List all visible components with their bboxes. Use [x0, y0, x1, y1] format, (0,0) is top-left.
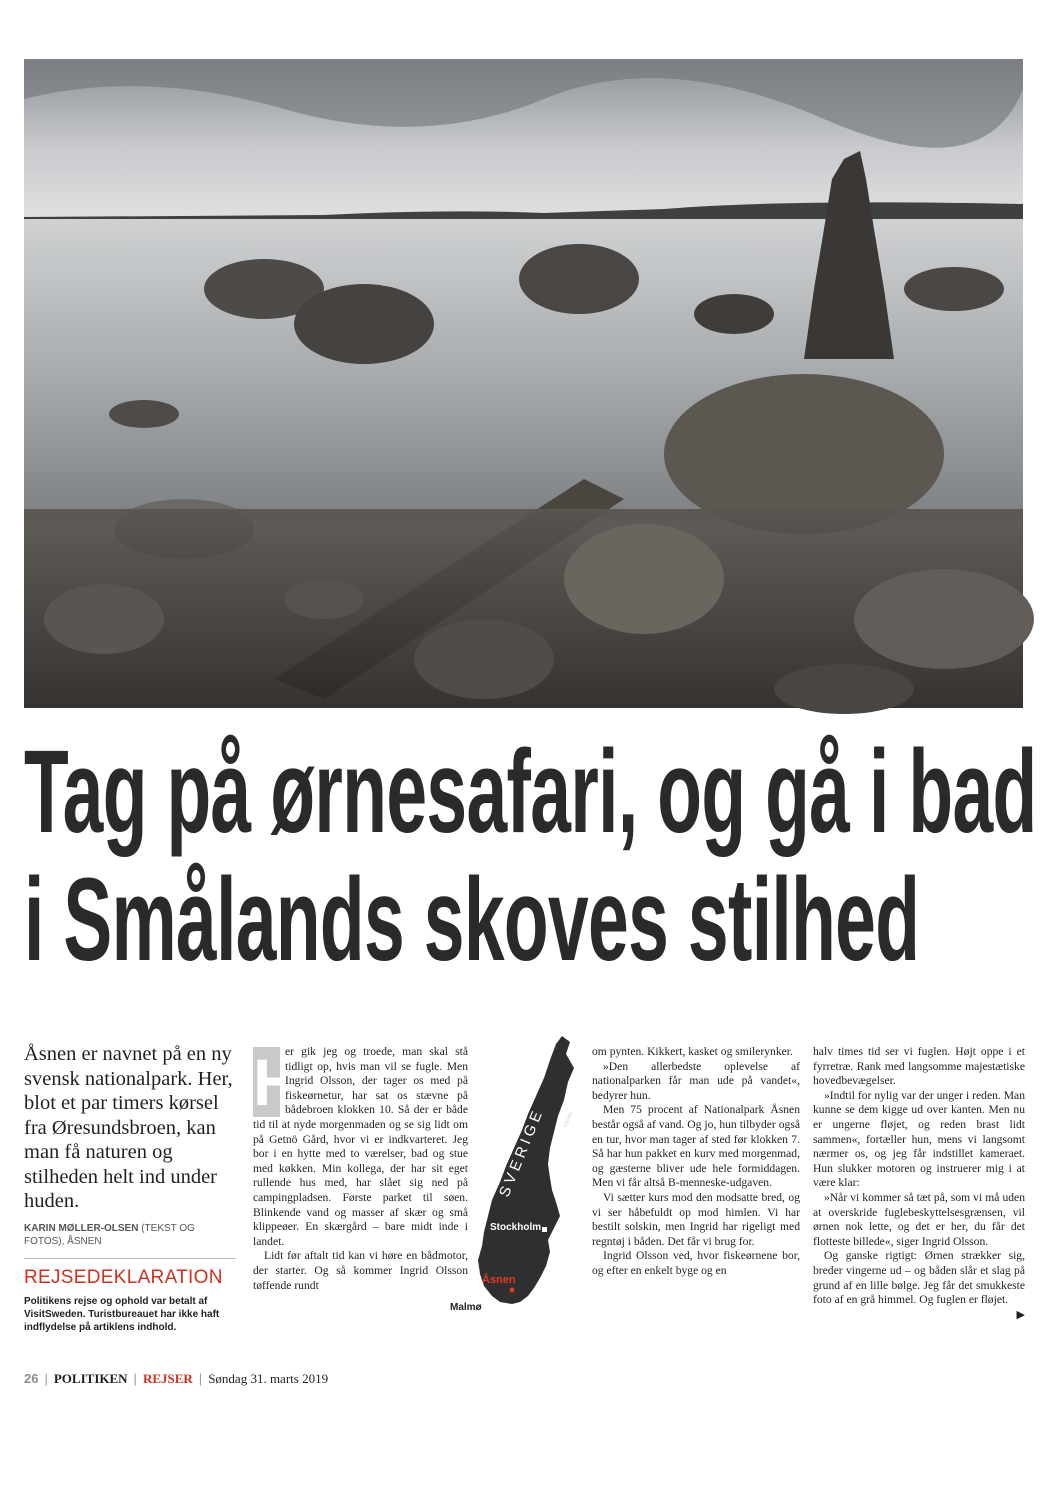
page-footer: [24, 1371, 328, 1387]
sweden-shape: [478, 1036, 574, 1304]
paragraph: »Når vi kommer så tæt på, som vi må uden at overskride fuglebeskyttelsesgrænsen, vil ørnen nok lette, og det er her, du får det flotteste billede«, siger Ingrid Olsson.: [813, 1190, 1025, 1248]
issue-date: Søndag 31. marts 2019: [208, 1371, 329, 1386]
paragraph: Ingrid Olsson ved, hvor fiskeørnene bor, og efter en enkelt byge og en: [592, 1249, 800, 1277]
body-column-3: [592, 1045, 800, 1279]
map-country-label: SVERIGE: [495, 1105, 548, 1200]
paragraph: halv times tid ser vi fuglen. Højt oppe i et fyrretræ. Rank med langsomme majestætiske hovedbevægelser.: [813, 1045, 1025, 1088]
intro-block: [24, 1042, 236, 1248]
byline: [24, 1222, 236, 1248]
paragraph: om pynten. Kikkert, kasket og smilerynker.: [592, 1045, 793, 1058]
section-name: REJSER: [142, 1371, 193, 1386]
paragraph: Lidt før aftalt tid kan vi høre en bådmotor, der starter. Og så kommer Ingrid Olsson tøffende rundt: [253, 1249, 468, 1292]
drop-cap: H: [253, 1045, 301, 1119]
paragraph: »Den allerbedste oplevelse af nationalparken får man ude på vandet«, bedyrer hun.: [592, 1059, 800, 1102]
byline-credit: (TEKST OG FOTOS), ÅSNEN: [24, 1222, 195, 1247]
publication-name: POLITIKEN: [53, 1371, 128, 1386]
sweden-map: [450, 1030, 595, 1320]
map-highlight-asnen: Åsnen: [482, 1274, 516, 1286]
footer-divider: |: [198, 1371, 203, 1386]
hero-photo: [24, 59, 1023, 708]
page-number: 26: [24, 1371, 39, 1386]
travel-declaration: [24, 1258, 236, 1334]
paragraph: Og ganske rigtigt: Ørnen strækker sig, breder vingerne ud – og båden slår et slag på grund af en lille bølge. Jeg får det smukkeste foto af en grå himmel. Og fuglen er fløjet.: [813, 1249, 1025, 1307]
capital-marker: [542, 1227, 547, 1232]
byline-author: KARIN MØLLER-OLSEN: [24, 1222, 139, 1234]
body-column-4: [813, 1045, 1025, 1322]
asnen-marker: [510, 1288, 515, 1293]
standfirst: Åsnen er navnet på en ny svensk nationalpark. Her, blot et par timers kørsel fra Øresundsbroen, kan man få naturen og stilheden helt ind under huden.: [24, 1043, 233, 1212]
paragraph: er gik jeg og troede, man skal stå tidligt op, hvis man vil se fugle. Men Ingrid Olsson, der tager os med på fiskeørnetur, har sat os stævne på bådebroen klokken 10. Så der er både tid til at nyde morgenmaden og se sig lidt om på Getnö Gård, hvor vi er indkvarteret. Jeg bor i en hytte med to værelser, bad og stue med køkken. Min kollega, der har sit eget rullende hus med, har slået sig ned på campingpladsen. Første parket til søen. Blinkende vand og masser af skær og små klippeøer. En skærgård – bare midt inde i landet.: [253, 1045, 468, 1248]
paragraph: Vi sætter kurs mod den modsatte bred, og vi ser håbefuldt op mod himlen. Vi har bestilt solskin, men Ingrid har rigeligt med regntøj i båden. Det får vi brug for.: [592, 1190, 800, 1248]
right-triangle-icon: ▶: [1016, 1308, 1025, 1321]
headline-line-2: i Smålands skoves stilhed: [24, 854, 920, 986]
paragraph: Men 75 procent af Nationalpark Åsnen består også af vand. Og jo, hun tilbyder også en tur, hvor man tager af sted før klokken 7. Så har hun pakket en kurv med morgenmad, og gæsterne bliver ude hele formiddagen. Men vi får altså B-menneske-udgaven.: [592, 1103, 800, 1190]
map-city-stockholm: Stockholm: [490, 1222, 542, 1233]
paragraph: »Indtil for nylig var der unger i reden. Man kunne se dem kigge ud over kanten. Men nu er ungerne fløjet, og reden brast lidt sammen«, fortæller hun, mens vi langsomt nærmer os, og jeg får indstillet kameraet. Hun slukker motoren og instruerer mig i at være klar:: [813, 1088, 1025, 1190]
body-column-1: [253, 1045, 468, 1293]
headline-line-1: Tag på ørnesafari, og gå i bad: [24, 726, 1037, 858]
declaration-title: REJSEDEKLARATION: [24, 1267, 223, 1288]
declaration-text: Politikens rejse og ophold var betalt af VisitSweden. Turistbureauet har ikke haft indflydelse på artiklens indhold.: [24, 1296, 220, 1333]
footer-divider: |: [44, 1371, 48, 1386]
sweden-map-graphic: [450, 1030, 595, 1320]
map-scale-label: 100 km: [562, 1111, 575, 1129]
map-city-malmo: Malmø: [450, 1302, 482, 1313]
footer-divider: |: [133, 1371, 137, 1386]
article-headline: [24, 726, 1037, 986]
lake-stones-photo: [24, 59, 1023, 708]
